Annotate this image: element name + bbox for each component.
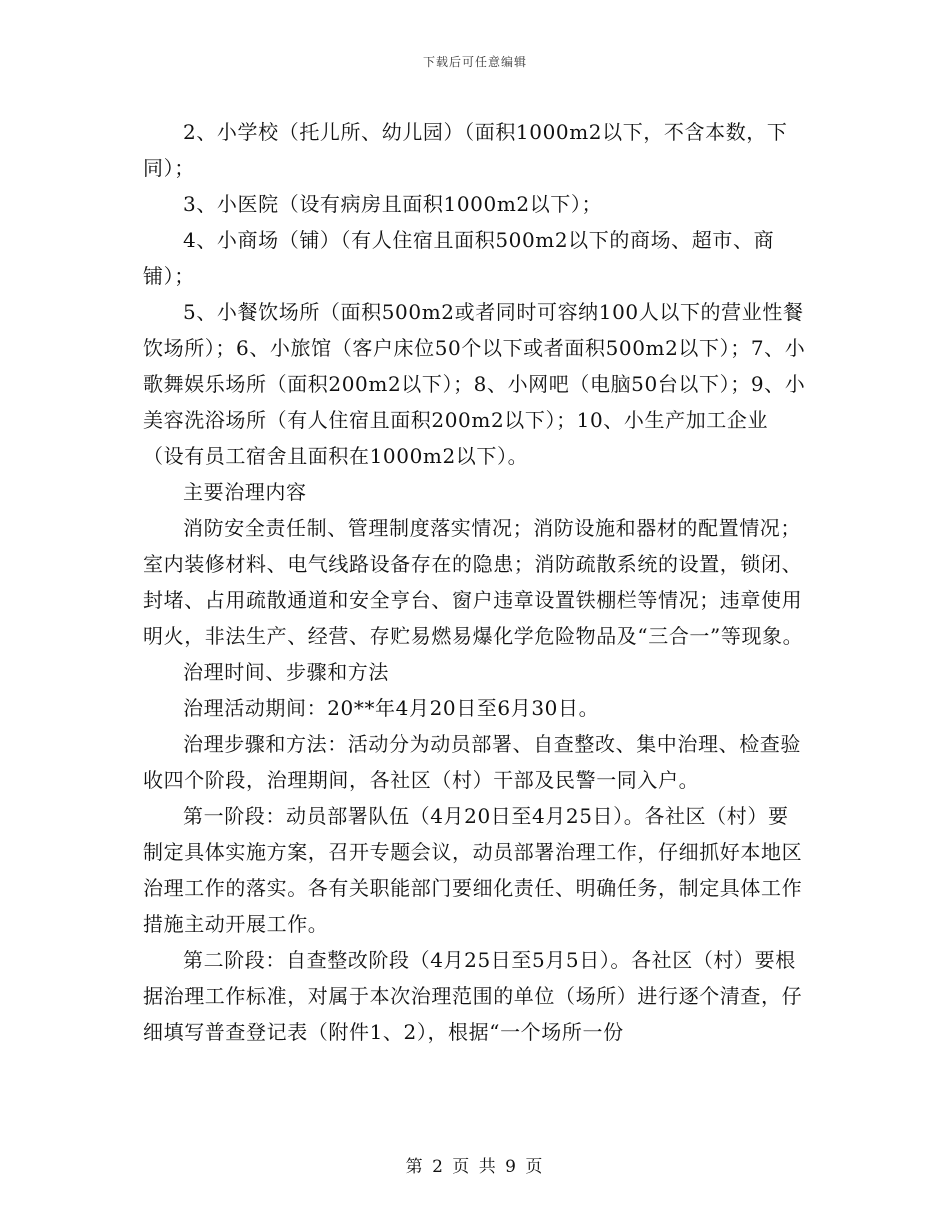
paragraph-main-content: 消防安全责任制、管理制度落实情况；消防设施和器材的配置情况；室内装修材料、电气线路设备存在的隐患；消防疏散系统的设置，锁闭、封堵、占用疏散通道和安全亨台、窗户违章设置铁棚栏等情况；违章使用明火，非法生产、经营、存贮易燃易爆化学危险物品及“三合一”等现象。 bbox=[143, 516, 804, 648]
page-number: 第 2 页 共 9 页 bbox=[405, 1157, 545, 1177]
paragraph-activity-period: 治理活动期间：20**年4月20日至6月30日。 bbox=[183, 696, 600, 720]
section-heading-time-steps: 治理时间、步骤和方法 bbox=[183, 660, 389, 684]
paragraph-item-2: 2、小学校（托儿所、幼儿园）（面积1000m2以下，不含本数，下同）； bbox=[143, 120, 788, 180]
paragraph-item-3: 3、小医院（设有病房且面积1000m2以下）； bbox=[183, 192, 603, 216]
paragraph-stage-one: 第一阶段：动员部署队伍（4月20日至4月25日）。各社区（村）要制定具体实施方案，召开专题会议，动员部署治理工作，仔细抓好本地区治理工作的落实。各有关职能部门要细化责任、明确任务，制定具体工作措施主动开展工作。 bbox=[143, 804, 803, 936]
paragraph-steps-methods: 治理步骤和方法：活动分为动员部署、自查整改、集中治理、检查验收四个阶段，治理期间，各社区（村）干部及民警一同入户。 bbox=[143, 732, 801, 792]
paragraph-items-5-10: 5、小餐饮场所（面积500m2或者同时可容纳100人以下的营业性餐饮场所）；6、小旅馆（客户床位50个以下或者面积500m2以下）；7、小歌舞娱乐场所（面积200m2以下）；8、小网吧（电脑50台以下）；9、小美容洗浴场所（有人住宿且面积200m2以下）；10、小生产加工企业（设有员工宿舍且面积在1000m2以下）。 bbox=[143, 300, 806, 468]
document-body bbox=[143, 114, 806, 1050]
section-heading-main-content: 主要治理内容 bbox=[183, 480, 307, 504]
paragraph-stage-two: 第二阶段：自查整改阶段（4月25日至5月5日）。各社区（村）要根据治理工作标准，对属于本次治理范围的单位（场所）进行逐个清查，仔细填写普查登记表（附件1、2），根据“一个场所一份 bbox=[143, 948, 803, 1044]
page-header: 下载后可任意编辑 bbox=[422, 55, 527, 69]
paragraph-item-4: 4、小商场（铺）（有人住宿且面积500m2以下的商场、超市、商铺）； bbox=[143, 228, 775, 288]
